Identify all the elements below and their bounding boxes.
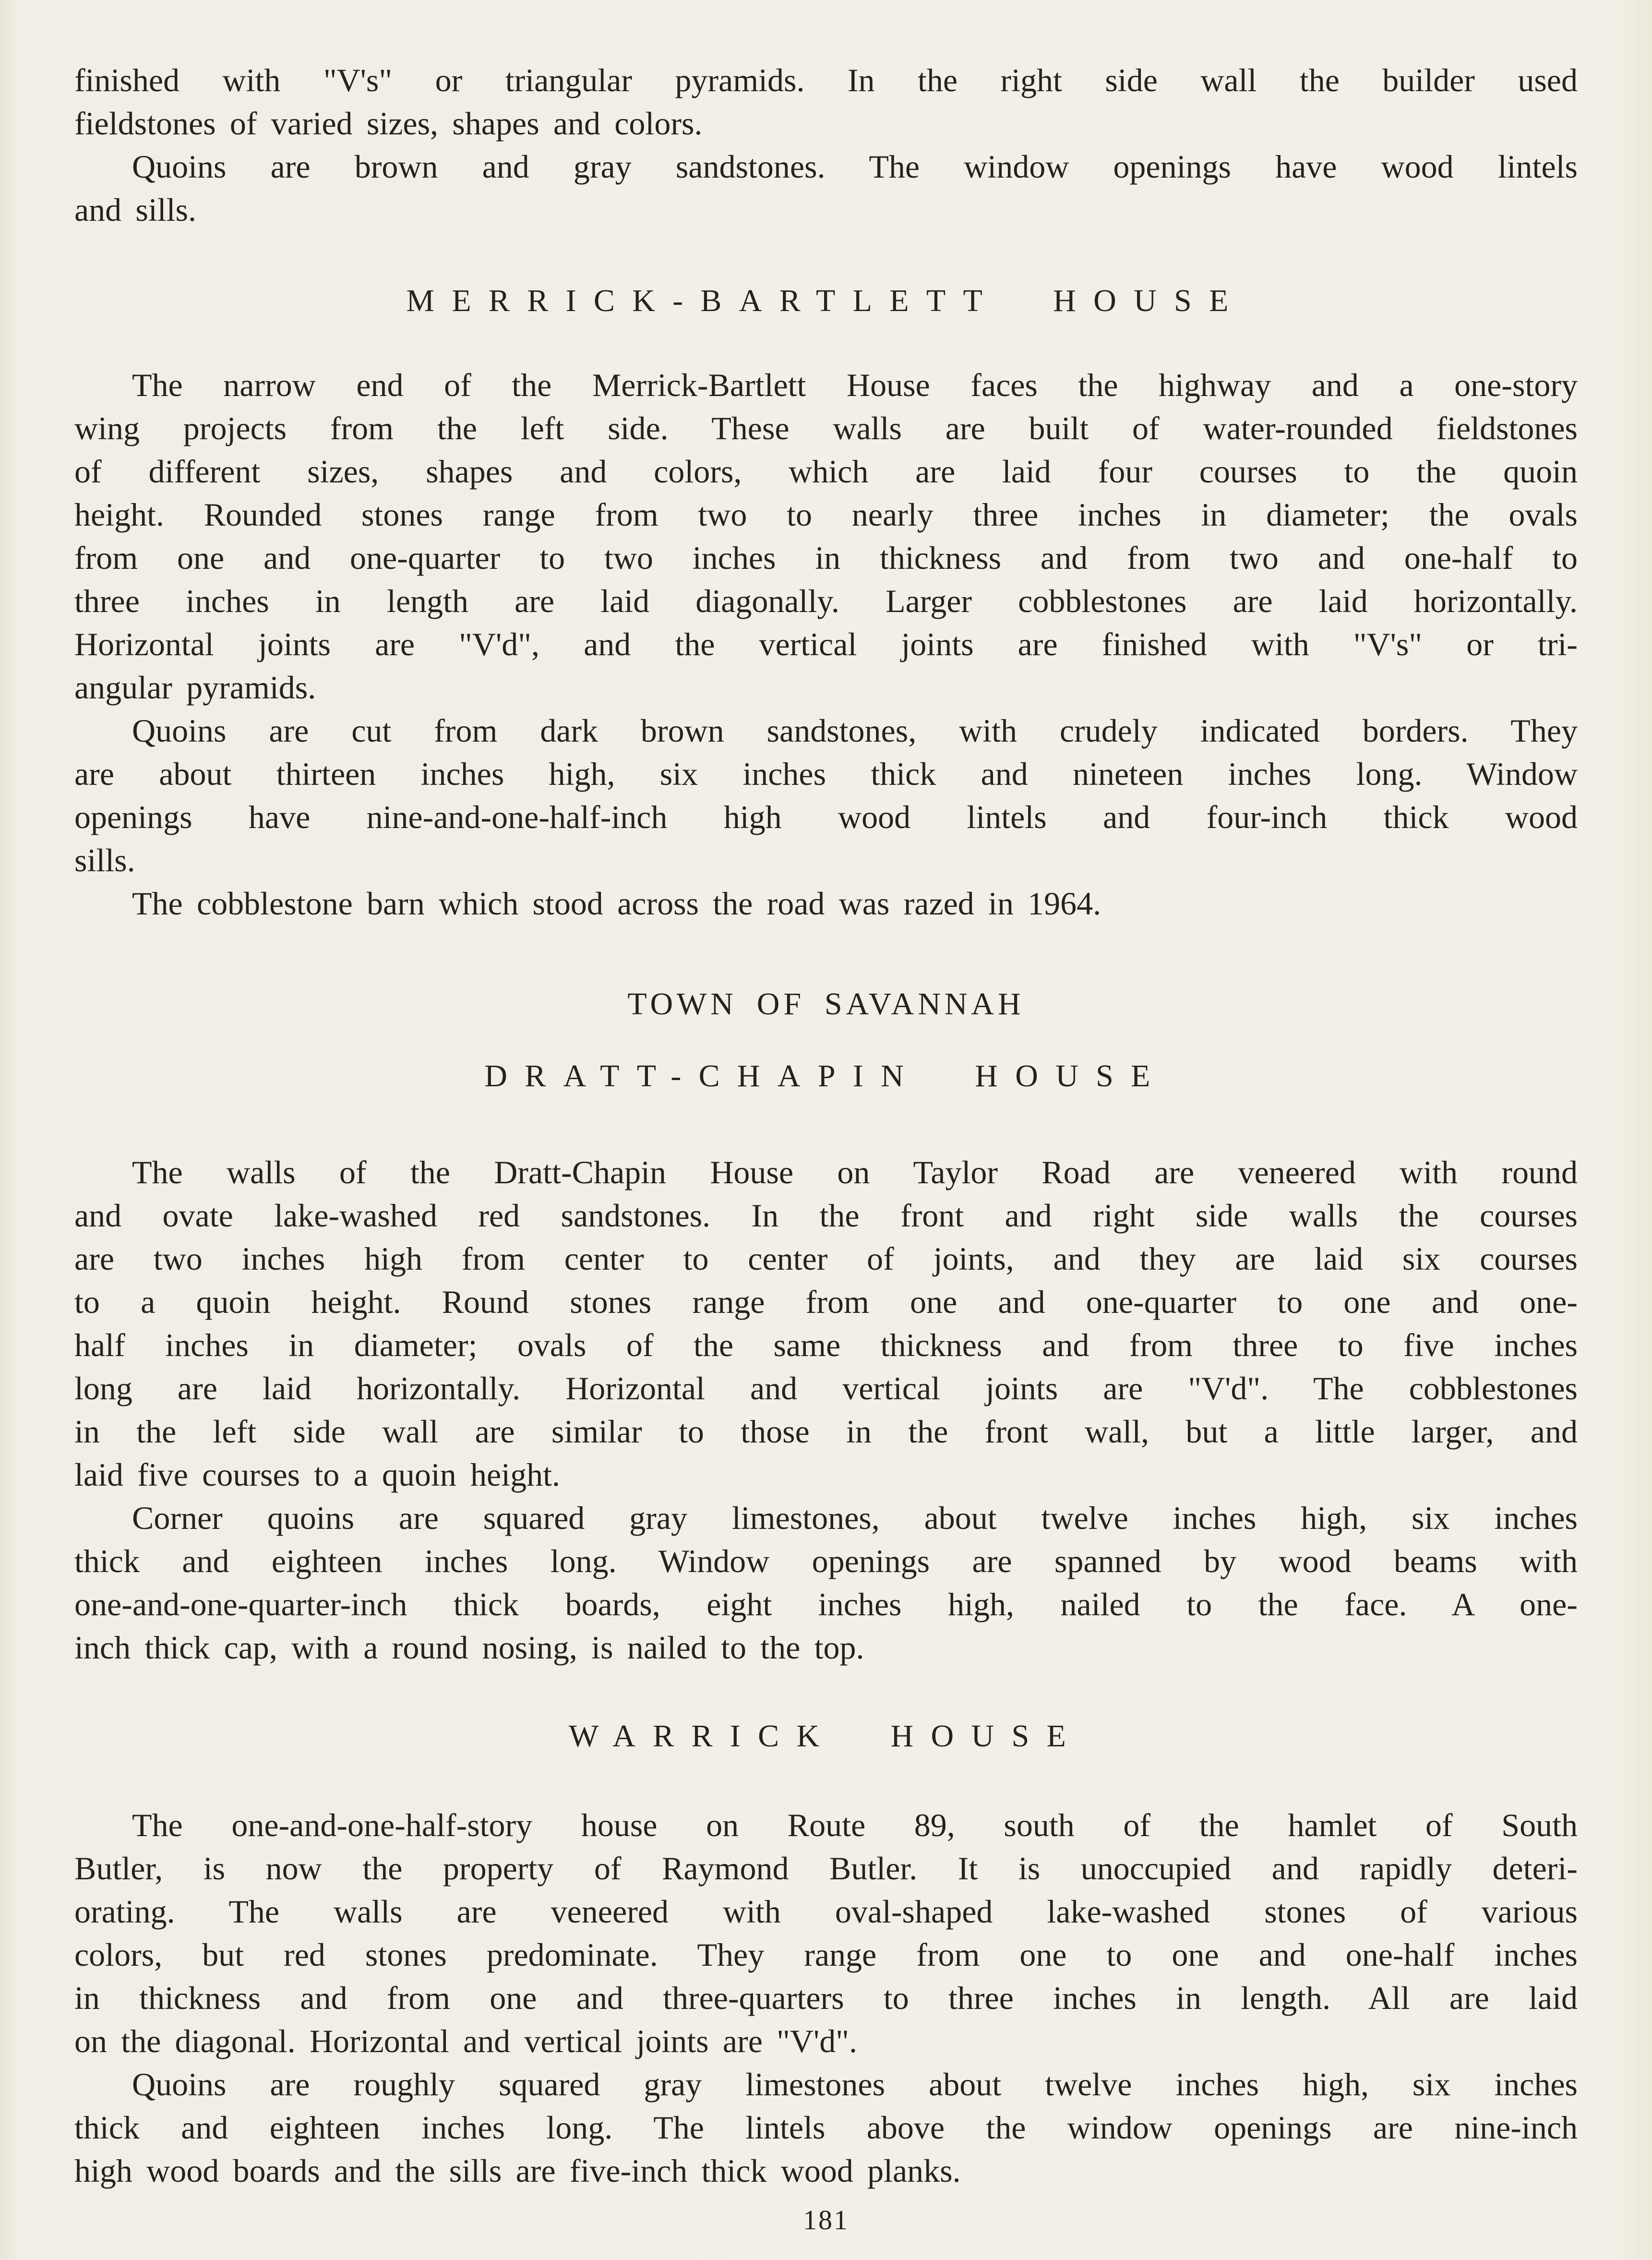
text-line: Corner quoins are squared gray limestones, about twelve inches high, six inches — [132, 1500, 1578, 1536]
paragraph — [74, 1803, 1578, 2063]
text-line: are two inches high from center to center of joints, and they are laid six courses — [74, 1240, 1578, 1277]
text-line: angular pyramids. — [74, 669, 316, 706]
text-line: wing projects from the left side. These walls are built of water-rounded fieldstones — [74, 410, 1578, 446]
text-line: from one and one-quarter to two inches in thickness and from two and one-half to — [74, 540, 1578, 576]
text-line: in thickness and from one and three-quarters to three inches in length. All are laid — [74, 1980, 1578, 2016]
text-line: Quoins are cut from dark brown sandstones, with crudely indicated borders. They — [132, 712, 1578, 749]
text-line: of different sizes, shapes and colors, which are laid four courses to the quoin — [74, 453, 1578, 490]
text-line: are about thirteen inches high, six inches thick and nineteen inches long. Window — [74, 756, 1578, 792]
text-line: finished with "V's" or triangular pyramids. In the right side wall the builder used — [74, 62, 1578, 98]
text-line: Quoins are brown and gray sandstones. The window openings have wood lintels — [132, 148, 1578, 185]
text-line: in the left side wall are similar to those in the front wall, but a little larger, and — [74, 1413, 1578, 1450]
paragraph — [74, 1496, 1578, 1669]
text-line: and ovate lake-washed red sandstones. In the front and right side walls the courses — [74, 1197, 1578, 1234]
text-line: The walls of the Dratt-Chapin House on Taylor Road are veneered with round — [132, 1154, 1578, 1190]
text-line: one-and-one-quarter-inch thick boards, eight inches high, nailed to the face. A one- — [74, 1586, 1578, 1623]
paragraph — [74, 709, 1578, 882]
text-line: and sills. — [74, 192, 197, 228]
text-line: sills. — [74, 842, 135, 878]
paragraph — [74, 1151, 1578, 1496]
text-line: Butler, is now the property of Raymond Butler. It is unoccupied and rapidly deteri- — [74, 1850, 1578, 1887]
text-line: inch thick cap, with a round nosing, is nailed to the top. — [74, 1629, 864, 1666]
text-line: height. Rounded stones range from two to nearly three inches in diameter; the ovals — [74, 496, 1578, 533]
section-heading-merrick: MERRICK-BARTLETT HOUSE — [406, 283, 1246, 318]
text-line: orating. The walls are veneered with oval-shaped lake-washed stones of various — [74, 1893, 1578, 1930]
text-line: The narrow end of the Merrick-Bartlett House faces the highway and a one-story — [132, 367, 1578, 403]
paragraph — [74, 363, 1578, 709]
text-line: The cobblestone barn which stood across the road was razed in 1964. — [132, 885, 1101, 922]
text-line: fieldstones of varied sizes, shapes and colors. — [74, 105, 703, 142]
paragraph — [74, 145, 1578, 231]
text-line: Horizontal joints are "V'd", and the vertical joints are finished with "V's" or tri- — [74, 626, 1578, 662]
text-line: thick and eighteen inches long. Window openings are spanned by wood beams with — [74, 1543, 1578, 1579]
text-line: half inches in diameter; ovals of the same thickness and from three to five inches — [74, 1327, 1578, 1363]
document-content — [74, 59, 1578, 2192]
page-number: 181 — [803, 2204, 849, 2236]
text-line: long are laid horizontally. Horizontal and vertical joints are "V'd". The cobblestones — [74, 1370, 1578, 1406]
text-line: openings have nine-and-one-half-inch high wood lintels and four-inch thick wood — [74, 799, 1578, 835]
section-heading-town: TOWN OF SAVANNAH — [627, 986, 1025, 1022]
text-line: Quoins are roughly squared gray limestones about twelve inches high, six inches — [132, 2066, 1578, 2103]
text-line: on the diagonal. Horizontal and vertical joints are "V'd". — [74, 2023, 858, 2059]
text-line: thick and eighteen inches long. The lintels above the window openings are nine-inch — [74, 2109, 1578, 2146]
text-line: three inches in length are laid diagonally. Larger cobblestones are laid horizontally. — [74, 583, 1578, 619]
paragraph — [74, 882, 1578, 925]
section-heading-dratt: DRATT-CHAPIN HOUSE — [484, 1058, 1168, 1094]
section-heading-warrick: WARRICK HOUSE — [568, 1719, 1084, 1754]
paragraph — [74, 2063, 1578, 2192]
text-line: to a quoin height. Round stones range from one and one-quarter to one and one- — [74, 1284, 1578, 1320]
paragraph — [74, 59, 1578, 145]
text-line: colors, but red stones predominate. They range from one to one and one-half inches — [74, 1936, 1578, 1973]
text-line: The one-and-one-half-story house on Route 89, south of the hamlet of South — [132, 1807, 1578, 1843]
text-line: laid five courses to a quoin height. — [74, 1456, 560, 1493]
text-line: high wood boards and the sills are five-inch thick wood planks. — [74, 2152, 961, 2189]
